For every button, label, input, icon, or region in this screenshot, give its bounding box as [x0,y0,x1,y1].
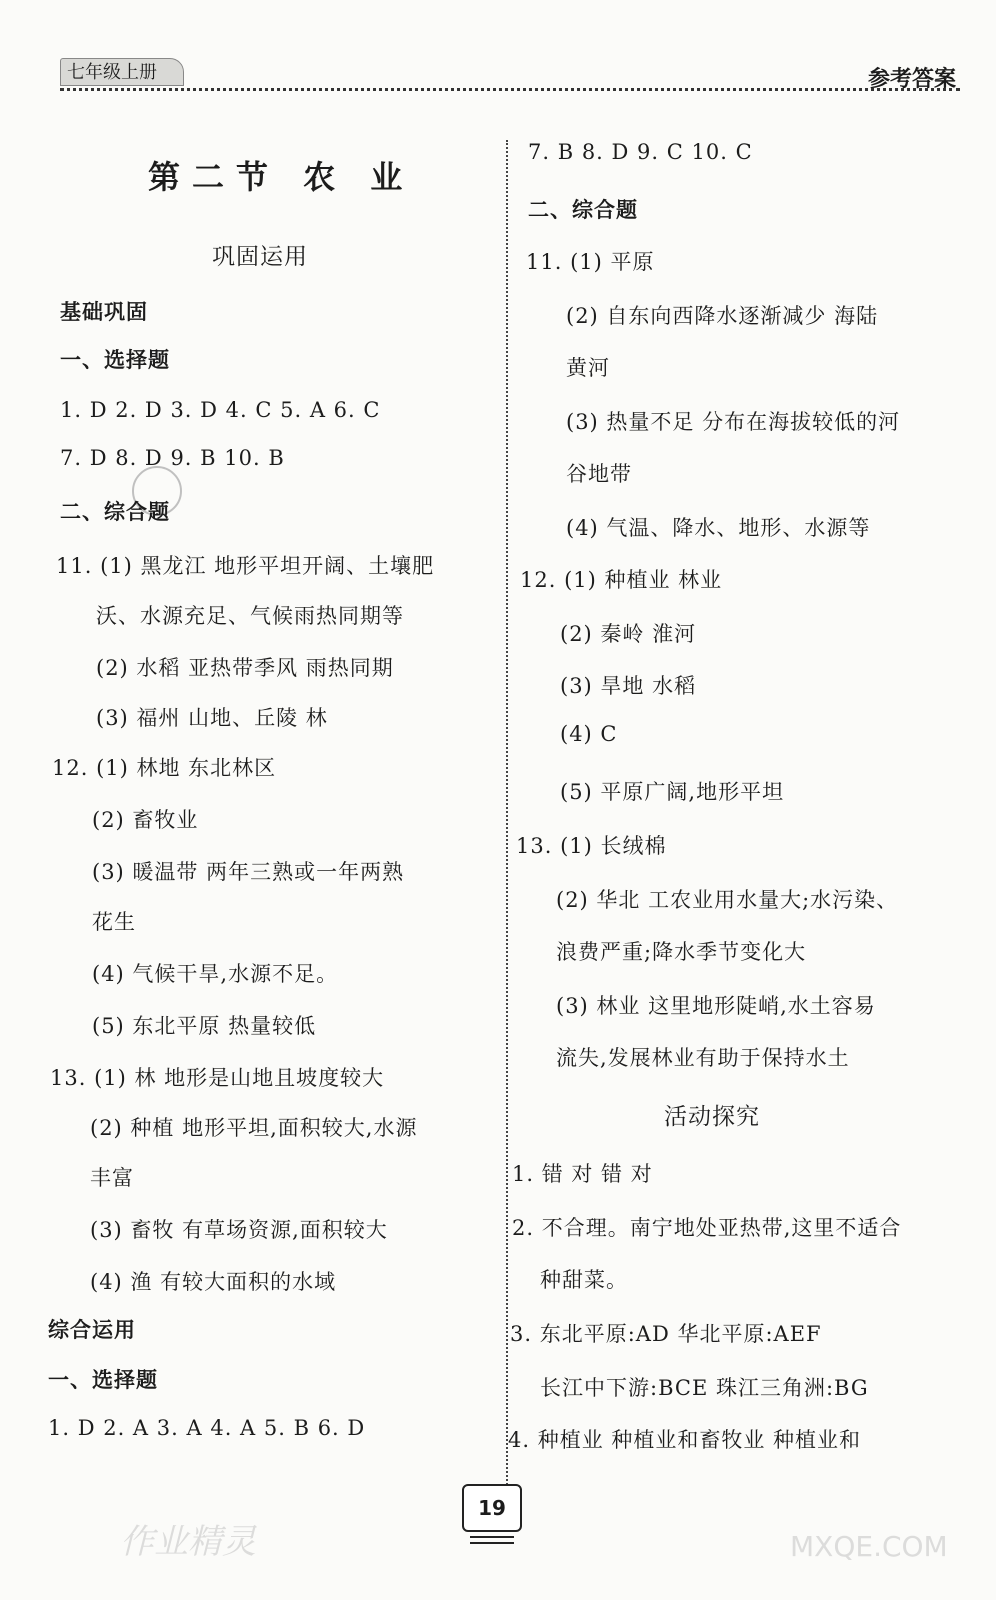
answer-line: 谷地带 [566,462,632,486]
question-type-choice: 一、选择题 [60,348,170,372]
answer-line: 2. 不合理。南宁地处亚热带,这里不适合 [512,1216,902,1240]
answer-line: 浪费严重;降水季节变化大 [556,940,807,964]
answer-line: 4. 种植业 种植业和畜牧业 种植业和 [508,1428,862,1452]
section-heading-consolidate: 巩固运用 [212,244,308,270]
page-number: 19 [462,1484,522,1532]
header-divider [60,88,960,91]
answer-line: 种甜菜。 [540,1268,628,1292]
answer-line: 13. (1) 长绒棉 [516,834,667,858]
answer-line: 1. D 2. A 3. A 4. A 5. B 6. D [48,1416,366,1440]
answer-line: (4) 气温、降水、地形、水源等 [566,516,871,540]
question-type-comprehensive: 二、综合题 [60,500,170,524]
answer-line: 沃、水源充足、气候雨热同期等 [96,604,404,628]
answer-line: (5) 东北平原 热量较低 [92,1014,317,1038]
answer-line: 丰富 [90,1166,134,1190]
answer-line: 长江中下游:BCE 珠江三角洲:BG [540,1376,869,1400]
answer-line: 7. B 8. D 9. C 10. C [528,140,753,164]
answer-line: 1. D 2. D 3. D 4. C 5. A 6. C [60,398,381,422]
answer-line: (3) 畜牧 有草场资源,面积较大 [90,1218,388,1242]
subheading-basic: 基础巩固 [60,300,148,324]
answer-line: (3) 旱地 水稻 [560,674,697,698]
answer-line: 1. 错 对 错 对 [512,1162,653,1186]
grade-tab: 七年级上册 [60,58,184,86]
answer-line: (2) 畜牧业 [92,808,199,832]
answer-line: (3) 福州 山地、丘陵 林 [96,706,328,730]
answer-line: 7. D 8. D 9. B 10. B [60,446,285,470]
answer-line: (2) 华北 工农业用水量大;水污染、 [556,888,899,912]
answer-line: (5) 平原广阔,地形平坦 [560,780,785,804]
watermark-bottom-left: 作业精灵 [120,1522,256,1562]
answer-line: 黄河 [566,356,610,380]
question-type-comprehensive: 二、综合题 [528,198,638,222]
answer-line: 12. (1) 种植业 林业 [520,568,723,592]
answer-line: (4) 气候干旱,水源不足。 [92,962,339,986]
answer-line: 11. (1) 平原 [526,250,655,274]
question-type-choice: 一、选择题 [48,1368,158,1392]
subheading-comprehensive-use: 综合运用 [48,1318,136,1342]
answer-line: (4) 渔 有较大面积的水域 [90,1270,337,1294]
column-divider [506,140,508,1500]
answer-line: 花生 [92,910,136,934]
answer-line: (2) 水稻 亚热带季风 雨热同期 [96,656,394,680]
answer-line: (3) 暖温带 两年三熟或一年两熟 [92,860,405,884]
answer-line: (3) 林业 这里地形陡峭,水土容易 [556,994,876,1018]
answer-line: 3. 东北平原:AD 华北平原:AEF [510,1322,822,1346]
watermark-bottom-right: MXQE.COM [790,1530,948,1563]
reference-answers-label: 参考答案 [867,67,956,92]
answer-line: 13. (1) 林 地形是山地且坡度较大 [50,1066,385,1090]
answer-line: (2) 种植 地形平坦,面积较大,水源 [90,1116,418,1140]
answer-line: 流失,发展林业有助于保持水土 [556,1046,850,1070]
answer-line: (2) 秦岭 淮河 [560,622,697,646]
answer-line: 12. (1) 林地 东北林区 [52,756,277,780]
answer-line: 11. (1) 黑龙江 地形平坦开阔、土壤肥 [56,554,435,578]
answer-line: (2) 自东向西降水逐渐减少 海陆 [566,304,879,328]
answer-line: (4) C [560,722,618,746]
section-heading-activity: 活动探究 [664,1104,760,1130]
answer-line: (3) 热量不足 分布在海拔较低的河 [566,410,901,434]
page-title: 第二节 农 业 [148,158,415,196]
